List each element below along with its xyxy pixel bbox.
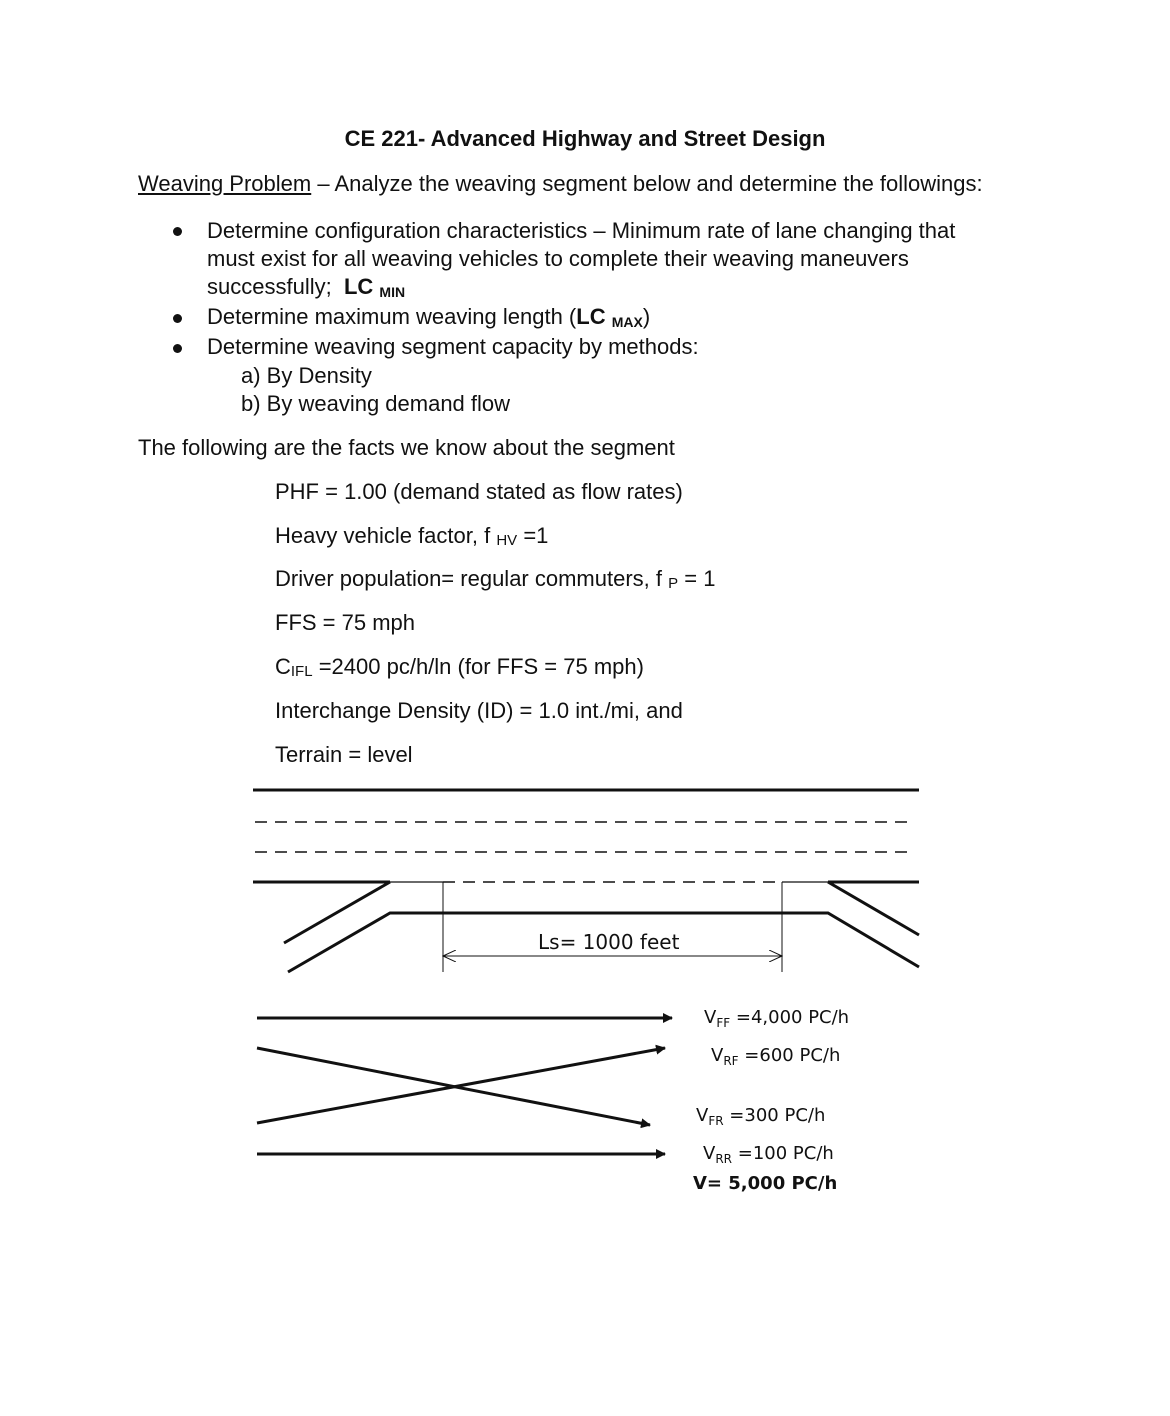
lc-max-subscript: MAX: [611, 314, 643, 330]
bullet-2-text: Determine maximum weaving length (: [207, 304, 577, 329]
sub-item-b: b) By weaving demand flow: [241, 391, 511, 416]
fact-phf: PHF = 1.00 (demand stated as flow rates): [275, 479, 683, 504]
fact-cifl-c: C: [275, 654, 291, 679]
flow-value: =100 PC/h: [732, 1143, 834, 1164]
sub-item-a: a) By Density: [241, 363, 372, 388]
flow-label-vff: [704, 1007, 849, 1030]
flow-value: =4,000 PC/h: [730, 1007, 850, 1028]
intro-heading: Weaving Problem: [138, 171, 312, 196]
fact-dp-value: = 1: [678, 566, 716, 591]
off-ramp-outer: [828, 882, 919, 935]
intro-text: – Analyze the weaving segment below and determine the followings:: [311, 171, 983, 196]
total-flow-label: V= 5,000 PC/h: [693, 1173, 838, 1194]
bullet-1-line-2: must exist for all weaving vehicles to complete their weaving maneuvers: [207, 246, 909, 271]
fact-ffs: FFS = 75 mph: [275, 610, 416, 635]
facts-intro: The following are the facts we know about the segment: [138, 435, 675, 460]
flow-value: =600 PC/h: [738, 1045, 841, 1066]
flow-value: =300 PC/h: [723, 1105, 826, 1126]
flow-label-vrr: [703, 1143, 834, 1166]
lc-min-label: LC: [343, 274, 374, 299]
flow-subscript: FR: [708, 1114, 724, 1128]
lc-min-subscript: MIN: [379, 284, 406, 300]
flow-subscript: FF: [716, 1016, 731, 1030]
page-title: CE 221- Advanced Highway and Street Design: [344, 126, 826, 151]
flow-subscript: RF: [723, 1054, 739, 1068]
fact-dp-subscript: P: [668, 575, 679, 592]
flow-v: V: [711, 1045, 724, 1066]
lc-max-label: LC: [576, 304, 606, 329]
fact-hv-subscript: HV: [496, 532, 518, 549]
flow-subscript: RR: [715, 1152, 733, 1166]
fact-cifl-subscript: IFL: [290, 663, 313, 680]
bullet-2-close: ): [642, 304, 651, 329]
flow-label-vfr: [696, 1105, 825, 1128]
fact-terrain: Terrain = level: [275, 742, 413, 767]
flow-v: V: [703, 1143, 716, 1164]
fact-dp-text: Driver population= regular commuters, f: [275, 566, 662, 591]
flow-v: V: [704, 1007, 717, 1028]
flow-v: V: [696, 1105, 709, 1126]
segment-length-label: Ls= 1000 feet: [538, 930, 680, 954]
flow-label-vrf: [711, 1045, 840, 1068]
bullet-1-text: successfully;: [207, 274, 332, 299]
fact-cifl-value: =2400 pc/h/ln (for FFS = 75 mph): [312, 654, 644, 679]
bullet-1-line-1: Determine configuration characteristics – Minimum rate of lane changing that: [207, 218, 956, 243]
fact-interchange-density: Interchange Density (ID) = 1.0 int./mi, and: [275, 698, 683, 723]
on-ramp-outer: [284, 882, 390, 943]
fact-hv-text: Heavy vehicle factor, f: [275, 523, 491, 548]
bullet-3-text: Determine weaving segment capacity by methods:: [207, 334, 699, 359]
fact-hv-value: =1: [523, 523, 549, 548]
